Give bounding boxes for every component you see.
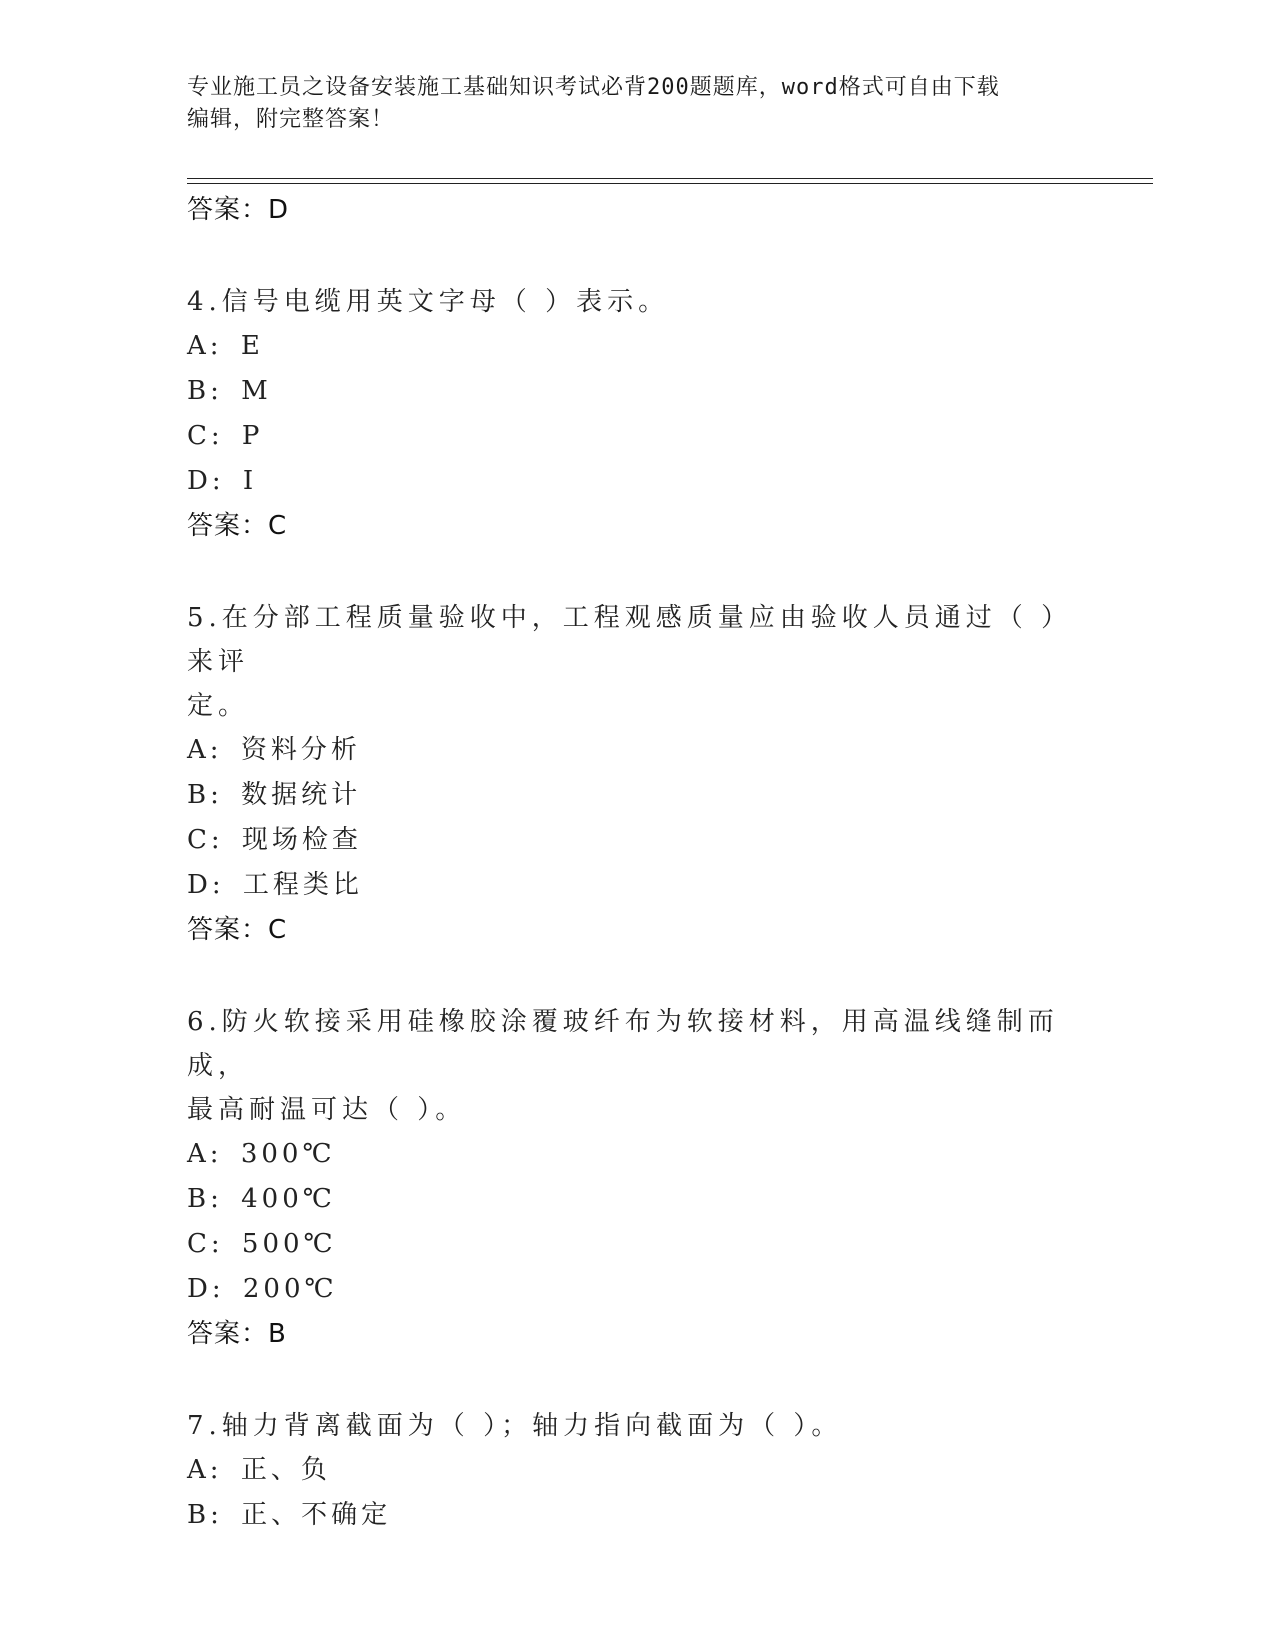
option-text: M [241,376,272,406]
question-5 [187,596,1087,952]
question-stem-line: 4.信号电缆用英文字母（ ）表示。 [187,287,670,317]
question-stem [187,280,1067,324]
option-a [187,728,1087,773]
answer-line: 答案：B [187,1319,287,1349]
option-a [187,1448,1087,1493]
header-line-1: 专业施工员之设备安装施工基础知识考试必背200题题库，word格式可自由下载 [187,75,1000,100]
option-key: D: [187,1274,225,1304]
question-stem-line: 6.防火软接采用硅橡胶涂覆玻纤布为软接材料，用高温线缝制而成， [187,1007,1059,1081]
option-text: E [240,331,264,361]
option-key: A: [187,1455,223,1485]
option-text: 数据统计 [241,780,362,810]
option-c [187,818,1087,863]
option-a [187,324,1087,369]
option-d [187,863,1087,908]
question-7 [187,1404,1087,1538]
option-text: 400℃ [241,1184,336,1214]
option-key: B: [187,376,223,406]
question-stem-line: 7.轴力背离截面为（ ）；轴力指向截面为（ ）。 [187,1411,843,1441]
option-key: B: [187,780,223,810]
option-text: 300℃ [240,1139,336,1169]
question-list [187,188,1087,1538]
answer-line: 答案：C [187,915,288,945]
option-key: C: [187,421,224,451]
option-c [187,1222,1087,1267]
option-text: 正、负 [240,1455,331,1485]
option-key: A: [187,735,223,765]
option-text: 正、不确定 [241,1500,392,1530]
option-key: D: [187,466,225,496]
question-stem [187,596,1067,728]
question-stem-line: 最高耐温可达（ ）。 [187,1095,467,1125]
header-divider-top [187,178,1153,179]
header-line-2: 编辑，附完整答案！ [187,107,395,132]
question-stem [187,1000,1067,1132]
option-text: 资料分析 [240,735,361,765]
option-d [187,1267,1087,1312]
option-key: B: [187,1500,223,1530]
option-key: B: [187,1184,223,1214]
option-key: A: [187,1139,223,1169]
option-text: I [242,466,258,496]
question-4 [187,280,1087,548]
option-key: C: [187,825,224,855]
option-b [187,1493,1087,1538]
option-key: A: [187,331,223,361]
question-stem-line: 定。 [187,691,250,721]
header-divider-bottom [187,183,1153,184]
option-text: P [241,421,264,451]
option-d [187,459,1087,504]
option-key: C: [187,1229,224,1259]
option-b [187,369,1087,414]
answer-line: 答案：D [187,195,290,225]
question-stem-line: 5.在分部工程质量验收中，工程观感质量应由验收人员通过（ ）来评 [187,603,1060,677]
option-c [187,414,1087,459]
option-text: 工程类比 [242,870,363,900]
question-stem [187,1404,1067,1448]
option-b [187,1177,1087,1222]
option-b [187,773,1087,818]
option-text: 现场检查 [241,825,362,855]
question-6 [187,1000,1087,1356]
option-text: 500℃ [241,1229,337,1259]
answer-line: 答案：C [187,511,288,541]
document-header [187,72,1067,136]
option-a [187,1132,1087,1177]
option-text: 200℃ [242,1274,338,1304]
option-key: D: [187,870,225,900]
